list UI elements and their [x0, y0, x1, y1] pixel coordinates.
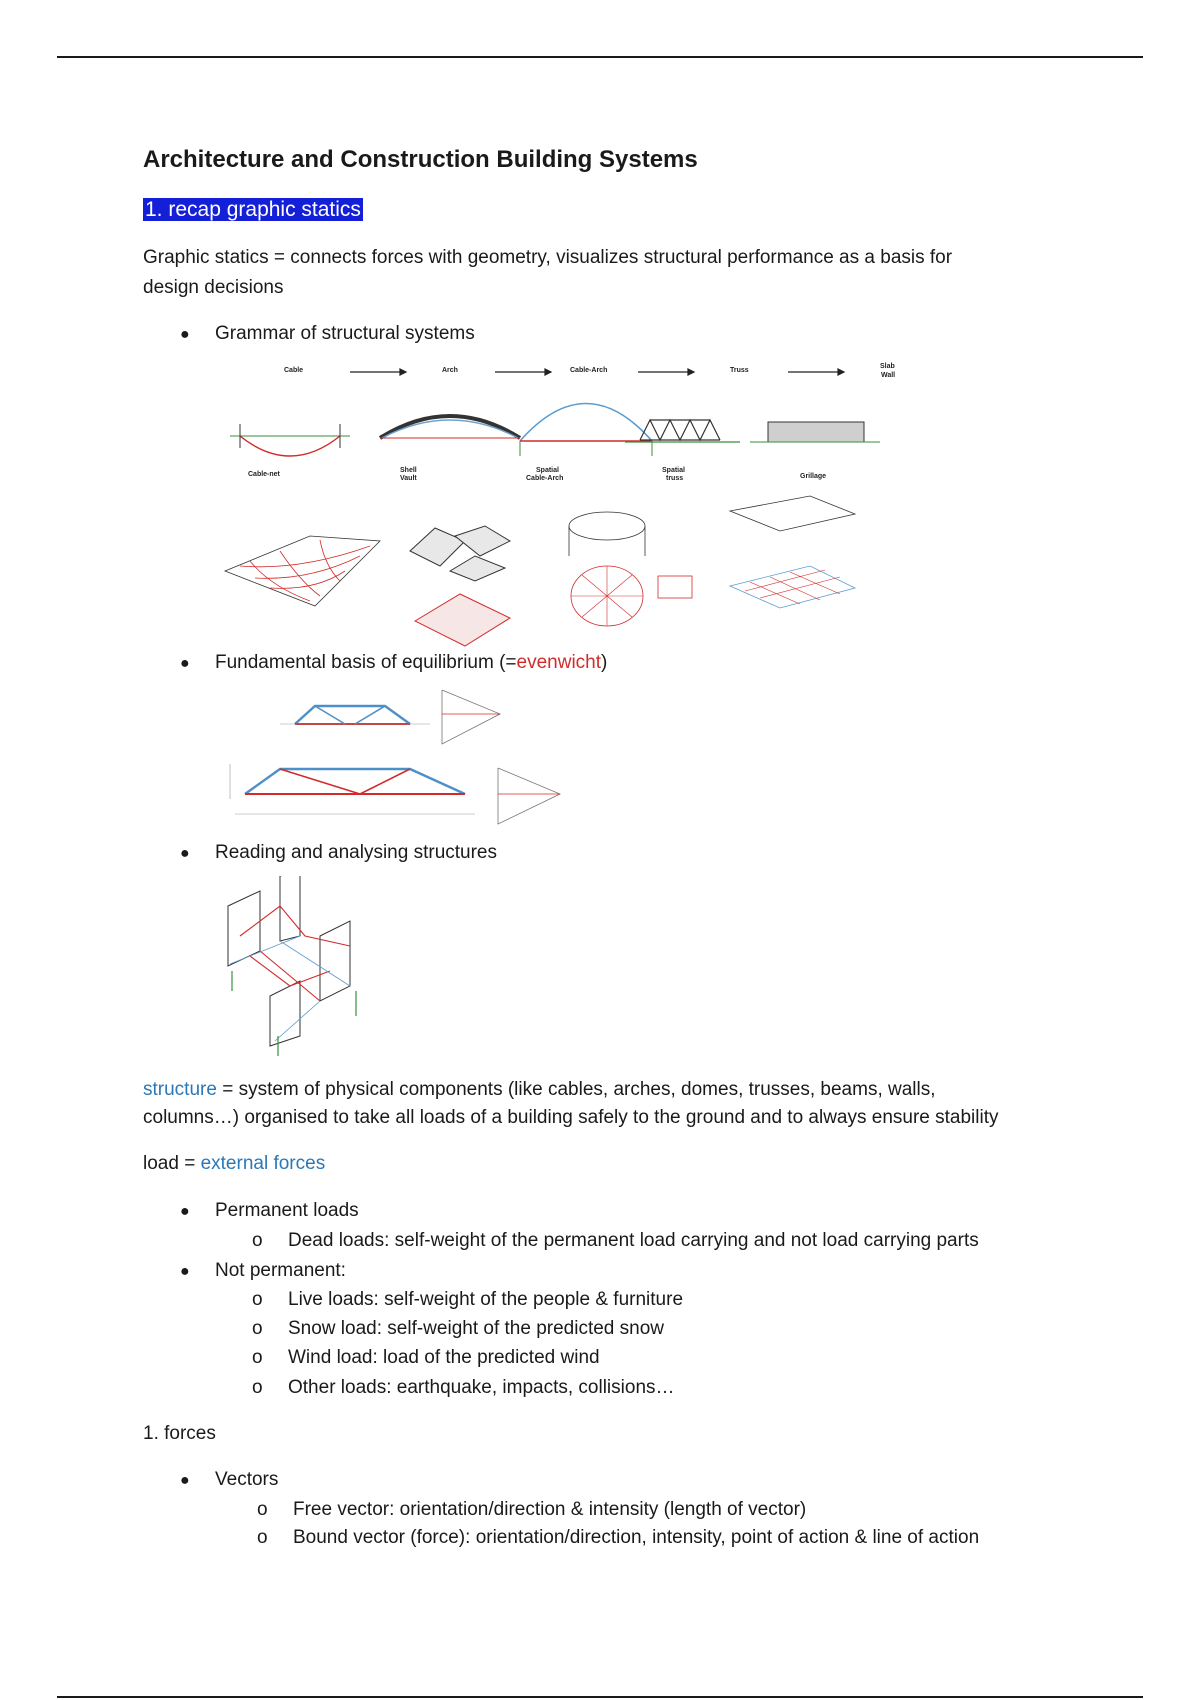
forces-heading: 1. forces: [143, 1423, 216, 1444]
structure-term: structure: [143, 1079, 217, 1100]
load-term: load =: [143, 1153, 201, 1174]
load-line: [143, 1150, 325, 1178]
label-spatial-1: Spatial: [536, 467, 559, 474]
label-vault: Vault: [400, 475, 417, 482]
bullet-grammar: Grammar of structural systems: [215, 323, 475, 344]
label-grillage: Grillage: [800, 473, 827, 480]
equilibrium-figure: [220, 684, 580, 834]
wind-load: Wind load: load of the predicted wind: [288, 1347, 600, 1368]
equilibrium-term: evenwicht: [516, 652, 602, 673]
bound-vector: Bound vector (force): orientation/direction, intensity, point of action & line of action: [293, 1527, 980, 1548]
sub-bullet-icon: o: [252, 1377, 263, 1398]
bullet-icon: ●: [180, 655, 190, 672]
structure-line-1: [143, 1076, 936, 1104]
cable-diagram: [230, 424, 350, 456]
vectors: Vectors: [215, 1469, 279, 1490]
equilibrium-suffix: ): [601, 652, 608, 673]
grillage-diagram: [730, 496, 855, 608]
bottom-rule: [57, 1696, 1143, 1698]
label-truss: Truss: [730, 367, 749, 374]
label-cable-net: Cable-net: [248, 471, 280, 478]
cable-net-diagram: [225, 536, 380, 606]
bullet-icon: ●: [180, 1472, 190, 1489]
lower-truss: [230, 764, 475, 814]
bullet-icon: ●: [180, 1263, 190, 1280]
label-cable: Cable: [284, 367, 304, 374]
label-wall: Wall: [881, 372, 896, 379]
sub-bullet-icon: o: [252, 1230, 263, 1251]
arch-diagram: [380, 416, 520, 438]
sub-bullet-icon: o: [252, 1289, 263, 1310]
sub-bullet-icon: o: [257, 1499, 268, 1520]
bullet-reading: Reading and analysing structures: [215, 842, 498, 863]
structure-line-2: columns…) organised to take all loads of a building safely to the ground and to always ensure stability: [143, 1107, 999, 1128]
label-spatial-2: Spatial: [662, 467, 685, 474]
structure-definition: = system of physical components (like cables, arches, domes, trusses, beams, walls,: [216, 1079, 936, 1100]
page-title: Architecture and Construction Building Systems: [143, 146, 698, 173]
free-vector: Free vector: orientation/direction & intensity (length of vector): [293, 1499, 807, 1520]
upper-truss: [280, 706, 430, 724]
permanent-loads: Permanent loads: [215, 1200, 359, 1221]
label-shell: Shell: [400, 467, 417, 474]
bullet-equilibrium: [215, 649, 607, 677]
upper-force-polygon: [442, 690, 500, 744]
sub-bullet-icon: o: [252, 1347, 263, 1368]
bullet-icon: ●: [180, 845, 190, 862]
bullet-icon: ●: [180, 326, 190, 343]
label-truss-2: truss: [666, 475, 684, 482]
shell-diagram: [410, 526, 510, 646]
slab-diagram: [750, 422, 880, 442]
label-slab: Slab: [880, 363, 895, 370]
dead-loads: Dead loads: self-weight of the permanent load carrying and not load carrying parts: [288, 1230, 979, 1251]
bullet-icon: ●: [180, 1203, 190, 1220]
sub-bullet-icon: o: [252, 1318, 263, 1339]
lower-force-polygon: [498, 768, 560, 824]
load-value: external forces: [200, 1153, 326, 1174]
dome-diagram: [569, 512, 692, 626]
top-rule: [57, 56, 1143, 58]
label-cable-arch-2: Cable-Arch: [526, 475, 564, 482]
sub-bullet-icon: o: [257, 1527, 268, 1548]
section-heading: [143, 196, 363, 225]
label-cable-arch: Cable-Arch: [570, 367, 608, 374]
highlighted-heading: 1. recap graphic statics: [145, 198, 361, 221]
live-loads: Live loads: self-weight of the people & furniture: [288, 1289, 684, 1310]
cable-arch-diagram: [520, 404, 652, 457]
intro-line-1: Graphic statics = connects forces with geometry, visualizes structural performance as a basis for: [143, 247, 953, 268]
grammar-figure: [220, 356, 960, 656]
label-arch: Arch: [442, 367, 458, 374]
equilibrium-prefix: Fundamental basis of equilibrium (=: [215, 652, 517, 673]
reading-figure: [220, 876, 390, 1056]
intro-line-2: design decisions: [143, 277, 284, 298]
other-loads: Other loads: earthquake, impacts, collisions…: [288, 1377, 675, 1398]
not-permanent: Not permanent:: [215, 1260, 346, 1281]
snow-load: Snow load: self-weight of the predicted snow: [288, 1318, 664, 1339]
